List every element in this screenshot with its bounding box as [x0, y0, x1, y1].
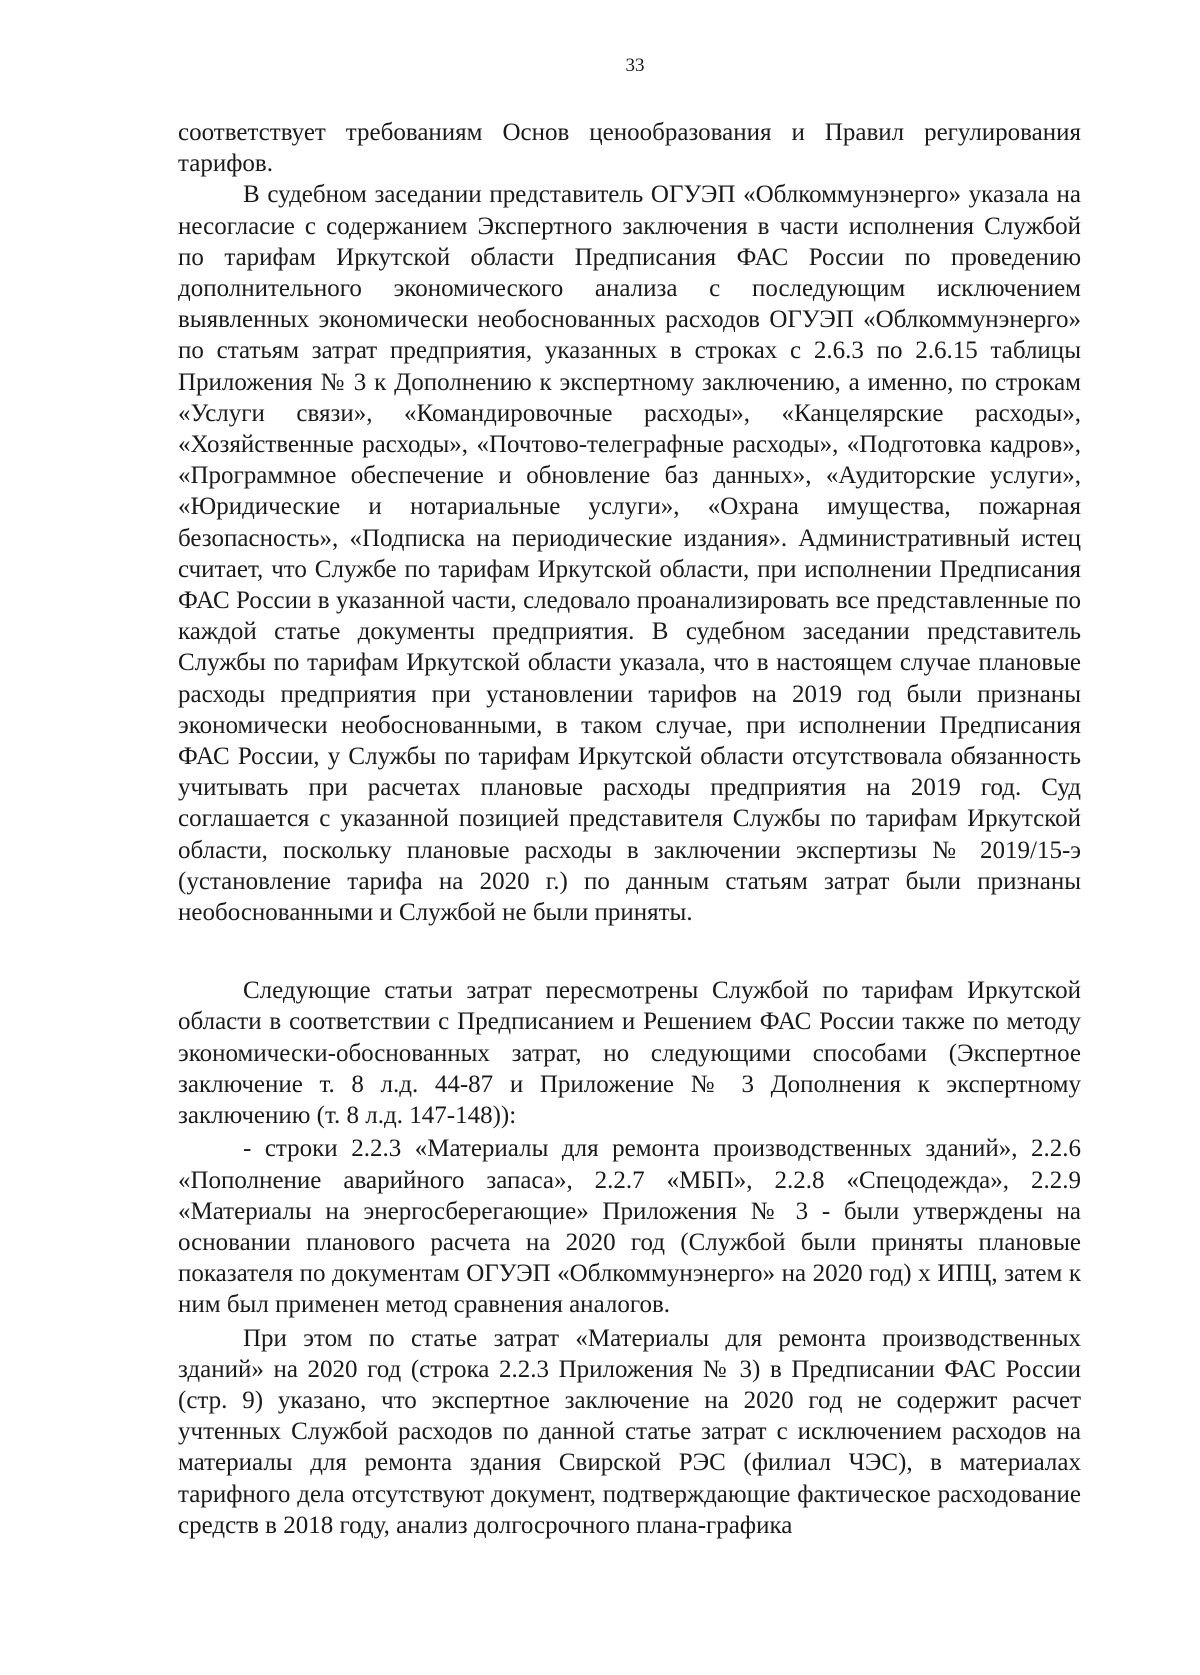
- page-number: 33: [625, 55, 645, 76]
- paragraph-court-hearing: В судебном заседании представитель ОГУЭП «Облкоммунэнерго» указала на несогласие с содержанием Экспертного заключения в части исполнения Службой по тарифам Иркутской области Предписания ФАС России по проведению дополнительного экономического анализа с последующим исключением выявленных экономически необоснованных расходов ОГУЭП «Облкоммунэнерго» по статьям затрат предприятия, указанных в строках с 2.6.3 по 2.6.15 таблицы Приложения № 3 к Дополнению к экспертному заключению, а именно, по строкам «Услуги связи», «Командировочные расходы», «Канцелярские расходы», «Хозяйственные расходы», «Почтово-телеграфные расходы», «Подготовка кадров», «Программное обеспечение и обновление баз данных», «Аудиторские услуги», «Юридические и нотариальные услуги», «Охрана имущества, пожарная безопасность», «Подписка на периодические издания». Административный истец считает, что Службе по тарифам Иркутской области, при исполнении Предписания ФАС России в указанной части, следовало проанализировать все представленные по каждой статье документы предприятия. В судебном заседании представитель Службы по тарифам Иркутской области указала, что в настоящем случае плановые расходы предприятия при установлении тарифов на 2019 год были признаны экономически необоснованными, в таком случае, при исполнении Предписания ФАС России, у Службы по тарифам Иркутской области отсутствовала обязанность учитывать при расчетах плановые расходы предприятия на 2019 год. Суд соглашается с указанной позицией представителя Службы по тарифам Иркутской области, поскольку плановые расходы в заключении экспертизы № 2019/15-э (установление тарифа на 2020 г.) по данным статьям затрат были признаны необоснованными и Службой не были приняты.: [178, 181, 1081, 927]
- paragraph-materials-repair: При этом по статье затрат «Материалы для ремонта производственных зданий» на 2020 год (строка 2.2.3 Приложения № 3) в Предписании ФАС России (стр. 9) указано, что экспертное заключение на 2020 год не содержит расчет учтенных Службой расходов по данной статье затрат с исключением расходов на материалы для ремонта здания Свирской РЭС (филиал ЧЭС), в материалах тарифного дела отсутствуют документ, подтверждающие фактическое расходование средств в 2018 году, анализ долгосрочного плана-графика: [178, 1324, 1081, 1539]
- paragraph-revised-costs: Следующие статьи затрат пересмотрены Службой по тарифам Иркутской области в соответствии с Предписанием и Решением ФАС России также по методу экономически-обоснованных затрат, но следующими способами (Экспертное заключение т. 8 л.д. 44-87 и Приложение № 3 Дополнения к экспертному заключению (т. 8 л.д. 147-148)):: [178, 977, 1081, 1130]
- document-body: [178, 117, 1081, 1541]
- paragraph-list-item: - строки 2.2.3 «Материалы для ремонта производственных зданий», 2.2.6 «Пополнение аварийного запаса», 2.2.7 «МБП», 2.2.8 «Спецодежда», 2.2.9 «Материалы на энергосберегающие» Приложения № 3 - были утверждены на основании планового расчета на 2020 год (Службой были приняты плановые показателя по документам ОГУЭП «Облкоммунэнерго» на 2020 год) х ИПЦ, затем к ним был применен метод сравнения аналогов.: [178, 1135, 1081, 1319]
- paragraph-continuation: соответствует требованиям Основ ценообразования и Правил регулирования тарифов.: [178, 119, 1081, 178]
